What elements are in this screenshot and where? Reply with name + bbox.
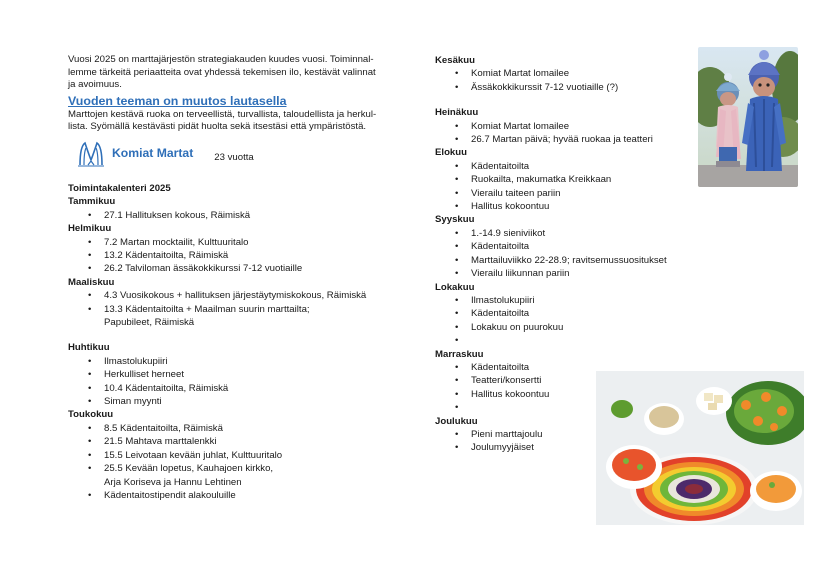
event-item: • Siman myynti: [68, 395, 403, 408]
month-heading: Toukokuu: [68, 409, 114, 421]
month-heading: Syyskuu: [435, 214, 475, 226]
event-item: • 7.2 Martan mocktailit, Kulttuuritalo: [68, 236, 403, 249]
month-heading: Maaliskuu: [68, 276, 115, 288]
theme-line: Marttojen kestävä ruoka on terveellistä, turvallista, taloudellista ja herkul-: [68, 108, 377, 120]
event-item: • Marttailuviikko 22-28.9; ravitsemussuositukset: [435, 254, 695, 267]
intro-line: lemme tärkeitä periaatteita ovat yhdessä tekemisen ilo, kestävät valinnat: [68, 66, 376, 78]
month-heading: Elokuu: [435, 147, 467, 159]
event-item: • 13.3 Kädentaitoilta + Maailman suurin marttailta; Papubileet, Räimiskä: [68, 303, 403, 330]
intro-line: ja avoimuus.: [68, 79, 122, 91]
month-event-list: [435, 67, 695, 94]
month-heading: Marraskuu: [435, 348, 484, 360]
intro-paragraph: [68, 54, 403, 92]
event-item: • 4.3 Vuosikokous + hallituksen järjestäytymiskokous, Räimiskä: [68, 289, 403, 302]
event-item: • 25.5 Kevään lopetus, Kauhajoen kirkko, Arja Koriseva ja Hannu Lehtinen: [68, 462, 403, 489]
event-item: • 26.2 Talviloman ässäkokkikurssi 7-12 vuotiaille: [68, 262, 403, 275]
month-event-list: [68, 289, 403, 329]
event-item: • 8.5 Kädentaitoilta, Räimiskä: [68, 422, 403, 435]
event-item: • Kädentaitoilta: [435, 361, 695, 374]
month-event-list: [68, 209, 403, 222]
event-item: • Ilmastolukupiiri: [68, 355, 403, 368]
event-item: • Pieni marttajoulu: [435, 428, 695, 441]
event-item: • Ilmastolukupiiri: [435, 294, 695, 307]
month-heading: Joulukuu: [435, 415, 478, 427]
intro-line: Vuosi 2025 on marttajärjestön strategiakauden kuudes vuosi. Toiminnal-: [68, 54, 374, 65]
event-item: • Kädentaitoilta: [435, 307, 695, 320]
month-event-list: [68, 355, 403, 409]
calendar-left: [68, 195, 403, 502]
brand-name: Komiat Martat: [112, 146, 194, 161]
left-column: [68, 54, 403, 502]
theme-title[interactable]: Vuoden teeman on muutos lautasella: [68, 93, 287, 108]
month-event-list: [435, 160, 695, 214]
event-item: • Kädentaitoilta: [435, 240, 695, 253]
month-heading: Tammikuu: [68, 196, 116, 208]
event-item: • Hallitus kokoontuu: [435, 200, 695, 213]
event-item: • Vierailu liikunnan pariin: [435, 267, 695, 280]
event-item: • Komiat Martat lomailee: [435, 120, 695, 133]
event-item: • Kädentaitostipendit alakouluille: [68, 489, 403, 502]
event-item: • Hallitus kokoontuu: [435, 388, 695, 401]
month-heading: Heinäkuu: [435, 107, 479, 119]
month-event-list: [435, 294, 695, 348]
event-item: • Teatteri/konsertti: [435, 374, 695, 387]
month-event-list: [68, 422, 403, 502]
martat-m-logo-icon: [76, 140, 106, 168]
event-item: • Lokakuu on puurokuu: [435, 321, 695, 334]
event-item: • Joulumyyjäiset: [435, 441, 695, 454]
food-bowls-photo: [596, 371, 804, 525]
event-item: • 13.2 Kädentaitoilta, Räimiskä: [68, 249, 403, 262]
event-item: • 1.-14.9 sieniviikot: [435, 227, 695, 240]
event-item: • 27.1 Hallituksen kokous, Räimiskä: [68, 209, 403, 222]
month-event-list: [435, 120, 695, 147]
food-bowls-image: [596, 371, 804, 525]
event-item: • 10.4 Kädentaitoilta, Räimiskä: [68, 382, 403, 395]
event-item: • Vierailu taiteen pariin: [435, 187, 695, 200]
knitted-dolls-image: [698, 47, 798, 187]
theme-line: lista. Syömällä kestävästi pidät huolta sekä itsestäsi että ympäristöstä.: [68, 121, 367, 133]
month-heading: Huhtikuu: [68, 342, 110, 354]
month-event-list: [68, 236, 403, 276]
month-event-list: [435, 227, 695, 281]
event-item: • Kädentaitoilta: [435, 160, 695, 173]
event-item: • 26.7 Martan päivä; hyvää ruokaa ja teatteri: [435, 133, 695, 146]
calendar-title: Toimintakalenteri 2025: [68, 182, 171, 194]
event-item: • 21.5 Mahtava marttalenkki: [68, 435, 403, 448]
month-heading: Helmikuu: [68, 223, 112, 235]
event-item: • Ruokailta, makumatka Kreikkaan: [435, 173, 695, 186]
event-item: • Herkulliset herneet: [68, 368, 403, 381]
event-item: [435, 334, 695, 347]
knitted-dolls-photo: [698, 47, 798, 187]
event-item: • 15.5 Leivotaan kevään juhlat, Kulttuuritalo: [68, 449, 403, 462]
brand-block: [68, 140, 403, 168]
theme-paragraph: [68, 109, 403, 134]
event-item: • Komiat Martat lomailee: [435, 67, 695, 80]
month-heading: Kesäkuu: [435, 55, 475, 66]
month-heading: Lokakuu: [435, 281, 475, 293]
event-item: • Ässäkokkikurssit 7-12 vuotiaille (?): [435, 81, 695, 94]
brand-years: 23 vuotta: [214, 152, 254, 164]
